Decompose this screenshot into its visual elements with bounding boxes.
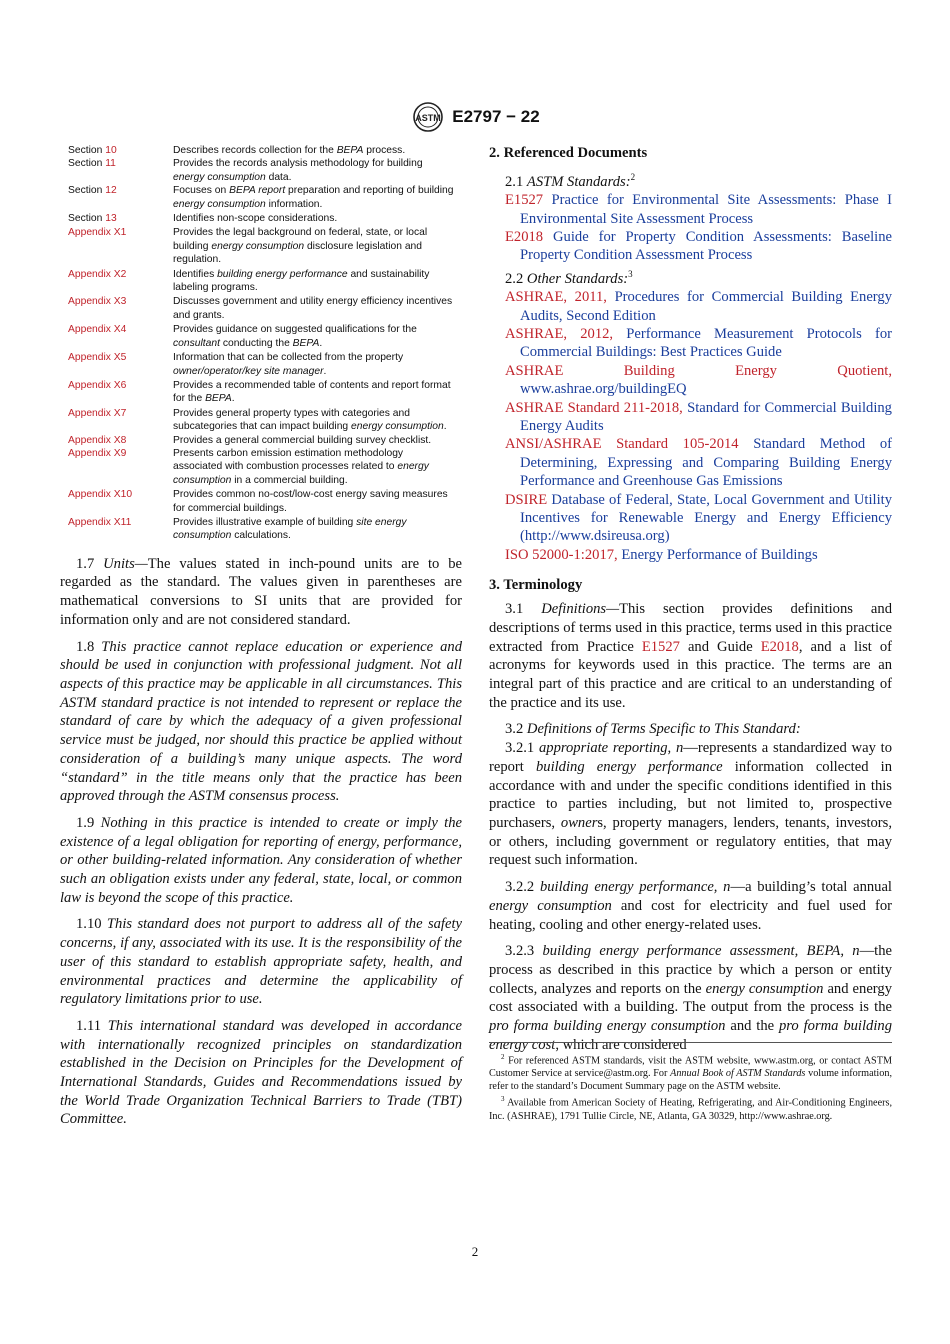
reference-title-link[interactable]: www.ashrae.org/buildingEQ <box>520 381 687 398</box>
scope-description: Discusses government and utility energy efficiency incentives and grants. <box>173 296 453 321</box>
scope-ref-link[interactable]: Appendix X11 <box>68 516 132 528</box>
scope-table-row <box>60 212 462 225</box>
other-reference-item <box>505 399 892 436</box>
scope-table-row <box>60 157 462 184</box>
reference-code-link[interactable]: ASHRAE Standard 211-2018, <box>505 399 683 416</box>
scope-ref-link[interactable]: Appendix X1 <box>68 227 127 239</box>
scope-ref <box>60 323 173 350</box>
link-e2018[interactable]: E2018 <box>760 638 799 655</box>
paragraph-3-2-3: 3.2.3 building energy performance assessment, BEPA, n—the process as described in this practice by which a person or entity collects, analyzes and reports on the energy consumption and energy cost associated with a building. The output from the process is the pro forma building energy consumption and the pro forma building energy cost, which are considered <box>489 943 892 1053</box>
scope-ref: Section 10 <box>68 145 117 156</box>
reference-code-link[interactable]: E2018 <box>505 229 544 246</box>
scope-table-row <box>60 268 462 295</box>
reference-code-link[interactable]: ANSI/ASHRAE Standard 105-2014 <box>505 436 739 453</box>
scope-ref-link[interactable]: 12 <box>105 185 117 197</box>
scope-ref-link[interactable]: Appendix X2 <box>68 268 127 280</box>
reference-code-link[interactable]: ISO 52000-1:2017, <box>505 546 618 563</box>
scope-table-row <box>60 447 462 487</box>
scope-table-row <box>60 144 462 157</box>
scope-description: Provides the legal background on federal, state, or local building energy consumption disclosure legislation and regulation. <box>173 227 428 266</box>
other-reference-item <box>505 325 892 362</box>
astm-reference-item <box>505 191 892 228</box>
reference-code-link[interactable]: ASHRAE, 2012, <box>505 325 614 342</box>
scope-table-row <box>60 379 462 406</box>
reference-title-link[interactable]: Standard for Commercial Building Energy Audits <box>520 399 892 434</box>
scope-ref-link[interactable]: Appendix X3 <box>68 296 127 308</box>
scope-description: Provides illustrative example of building site energy consumption calculations. <box>173 516 407 542</box>
scope-table-row <box>60 516 462 543</box>
scope-ref <box>60 407 173 434</box>
scope-description: Information that can be collected from the property owner/operator/key site manager. <box>173 352 404 377</box>
scope-table-row <box>60 488 462 515</box>
scope-ref <box>60 447 173 487</box>
scope-ref-link[interactable]: Appendix X7 <box>68 407 127 419</box>
scope-ref <box>60 351 173 378</box>
paragraph-3-2-2: 3.2.2 building energy performance, n—a building’s total annual energy consumption and cost for electricity and fuel used for heating, cooling and other energy-related uses. <box>489 879 892 933</box>
reference-title-link[interactable]: Performance Measurement Protocols for Commercial Buildings: Best Practices Guide <box>520 325 893 361</box>
reference-title-link[interactable]: Guide for Property Condition Assessments: Baseline Property Condition Assessment Process <box>520 229 892 264</box>
scope-description: Presents carbon emission estimation methodology associated with combustion processes related to energy consumption in a commercial building. <box>173 447 429 486</box>
reference-title-link[interactable]: Practice for Environmental Site Assessments: Phase I Environmental Site Assessment Process <box>520 192 892 227</box>
reference-title-link[interactable]: Database of Federal, State, Local Government and Utility Incentives for Renewable Energy and Energy Efficiency (http://www.dsireusa.org) <box>520 491 892 545</box>
other-reference-item <box>505 491 892 546</box>
scope-description: Provides the records analysis methodology for building energy consumption data. <box>173 158 423 183</box>
footnote-3: $^3$ Available from American Society of Heating, Refrigerating, and Air-Conditioning Engineers, Inc. (ASHRAE), 1791 Tullie Circle, NE, Atlanta, GA 30329, http://www.ashrae.org. <box>489 1095 893 1122</box>
scope-table-row <box>60 323 462 350</box>
scope-ref-link[interactable]: Appendix X10 <box>68 489 133 501</box>
scope-table-row <box>60 434 462 447</box>
other-reference-list <box>489 288 892 564</box>
paragraph-3-1: 3.1 Definitions—This section provides definitions and descriptions of terms used in this practice, terms used in this practice extracted from Practice E1527 and Guide E2018, and a list of acronyms for keywords used in this practice. The terms are an integral part of this practice and are critical to an understanding of the practice and its use. <box>489 601 893 711</box>
scope-ref-link[interactable]: Appendix X4 <box>68 324 127 336</box>
astm-reference-list <box>489 191 892 265</box>
scope-table-row <box>60 226 462 266</box>
scope-table-row <box>60 351 462 378</box>
scope-table-row <box>60 295 462 322</box>
scope-description: Provides a recommended table of contents and report format for the BEPA. <box>173 379 451 405</box>
scope-ref-link[interactable]: 11 <box>105 158 116 170</box>
scope-ref <box>60 488 173 515</box>
scope-description: Identifies building energy performance and sustainability labeling programs. <box>173 268 430 294</box>
scope-description: Focuses on BEPA report preparation and reporting of building energy consumption information. <box>173 185 454 210</box>
svg-text:ASTM: ASTM <box>415 113 442 123</box>
scope-description: Identifies non-scope considerations. <box>173 213 338 225</box>
scope-ref <box>60 268 173 295</box>
reference-code-link[interactable]: DSIRE <box>505 491 548 508</box>
scope-ref-link[interactable]: Appendix X8 <box>68 434 127 446</box>
standard-designation: E2797 − 22 <box>452 107 540 126</box>
page-header <box>0 100 950 134</box>
paragraph-1-9: 1.9 Nothing in this practice is intended to create or imply the existence of a legal obligation for reporting of energy, performance, or other building-related information. Any consideration of whether such an obligation exists under any federal, state, local, or common law is beyond the scope of this practice. <box>60 814 462 906</box>
scope-description: Provides guidance on suggested qualifications for the consultant conducting the BEPA. <box>173 324 417 349</box>
other-reference-item <box>505 288 892 325</box>
right-column <box>489 144 892 1054</box>
other-standards-label: 2.2 Other Standards:$^3$ <box>505 268 633 287</box>
scope-ref <box>60 295 173 322</box>
terminology-heading: 3. Terminology <box>489 577 583 594</box>
other-reference-item <box>505 362 892 399</box>
reference-code-link[interactable]: ASHRAE, 2011, <box>505 289 607 306</box>
scope-ref <box>60 434 173 447</box>
paragraph-1-10: 1.10 This standard does not purport to address all of the safety concerns, if any, associated with its use. It is the responsibility of the user of this standard to establish appropriate safety, health, and environmental practices and determine the applicability of regulatory limitations prior to use. <box>60 916 462 1008</box>
scope-table <box>60 144 462 543</box>
reference-title-link[interactable]: Energy Performance of Buildings <box>617 546 818 563</box>
scope-description: Provides common no-cost/low-cost energy saving measures for commercial buildings. <box>173 489 448 514</box>
astm-reference-item <box>505 228 892 265</box>
page-number: 2 <box>471 1244 479 1259</box>
reference-code-link[interactable]: E1527 <box>505 192 544 209</box>
referenced-documents-heading: 2. Referenced Documents <box>489 145 648 161</box>
scope-description: Describes records collection for the BEPA process. <box>173 145 406 156</box>
astm-standards-label: 2.1 ASTM Standards:$^2$ <box>505 172 636 190</box>
scope-ref: Section 11 <box>68 158 116 170</box>
reference-title-link[interactable]: Procedures for Commercial Building Energy Audits, Second Edition <box>520 289 892 324</box>
scope-ref-link[interactable]: 13 <box>105 213 117 225</box>
other-reference-item <box>505 546 892 564</box>
scope-table-row <box>60 407 462 434</box>
scope-ref <box>60 516 173 543</box>
paragraph-1-7: 1.7 Units—The values stated in inch-pound units are to be regarded as the standard. The values given in parentheses are mathematical conversions to SI units that are provided for information only and are not considered standard. <box>60 555 462 628</box>
astm-logo-icon <box>410 101 446 133</box>
scope-description: Provides general property types with categories and subcategories that can impact building energy consumption. <box>173 407 447 433</box>
other-reference-item <box>505 435 892 490</box>
scope-table-row <box>60 184 462 211</box>
scope-description: Provides a general commercial building survey checklist. <box>173 434 432 446</box>
scope-ref-link[interactable]: Appendix X5 <box>68 352 127 364</box>
footnotes <box>489 1042 892 1123</box>
link-e1527[interactable]: E1527 <box>641 638 680 655</box>
scope-ref: Section 13 <box>68 213 117 225</box>
paragraph-1-8: 1.8 This practice cannot replace education or experience and should be used in conjunction with professional judgment. Not all aspects of this practice may be applicable in all circumstances. This ASTM standard practice is not intended to represent or replace the standard of care by which the adequacy of a given professional service must be judged, nor should this practice be applied without consideration of a building’s many unique aspects. The word “standard” in the title means only that the practice has been approved through the ASTM consensus process. <box>60 638 462 805</box>
scope-ref-link[interactable]: 10 <box>105 145 117 156</box>
reference-code-link[interactable]: ASHRAE Building Energy Quotient, <box>505 362 892 379</box>
paragraph-3-2-1: 3.2.1 appropriate reporting, n—represents a standardized way to report building energy performance information collected in accordance with and under the specific conditions identified in this practice to parties including, but not limited to, prospective purchasers, owners, property managers, lenders, tenants, investors, or others, including government or regulatory entities, that may request such information. <box>489 740 892 869</box>
scope-ref <box>60 226 173 266</box>
scope-ref-link[interactable]: Appendix X6 <box>68 379 127 391</box>
scope-ref <box>60 379 173 406</box>
scope-ref-link[interactable]: Appendix X9 <box>68 447 127 459</box>
left-column <box>60 144 462 1129</box>
footnote-2: $^2$ For referenced ASTM standards, visit the ASTM website, www.astm.org, or contact ASTM Customer Service at service@astm.org. For Annual Book of ASTM Standards volume information, refer to the standard’s Document Summary page on the ASTM website. <box>489 1053 893 1093</box>
reference-title-link[interactable]: Standard Method of Determining, Expressing and Comparing Building Energy Performance and Greenhouse Gas Emissions <box>520 436 892 490</box>
scope-ref: Section 12 <box>68 185 117 197</box>
paragraph-3-2: 3.2 Definitions of Terms Specific to This Standard: <box>505 721 801 738</box>
paragraph-1-11: 1.11 This international standard was developed in accordance with internationally recognized principles on standardization established in the Decision on Principles for the Development of International Standards, Guides and Recommendations issued by the World Trade Organization Technical Barriers to Trade (TBT) Committee. <box>60 1017 462 1128</box>
